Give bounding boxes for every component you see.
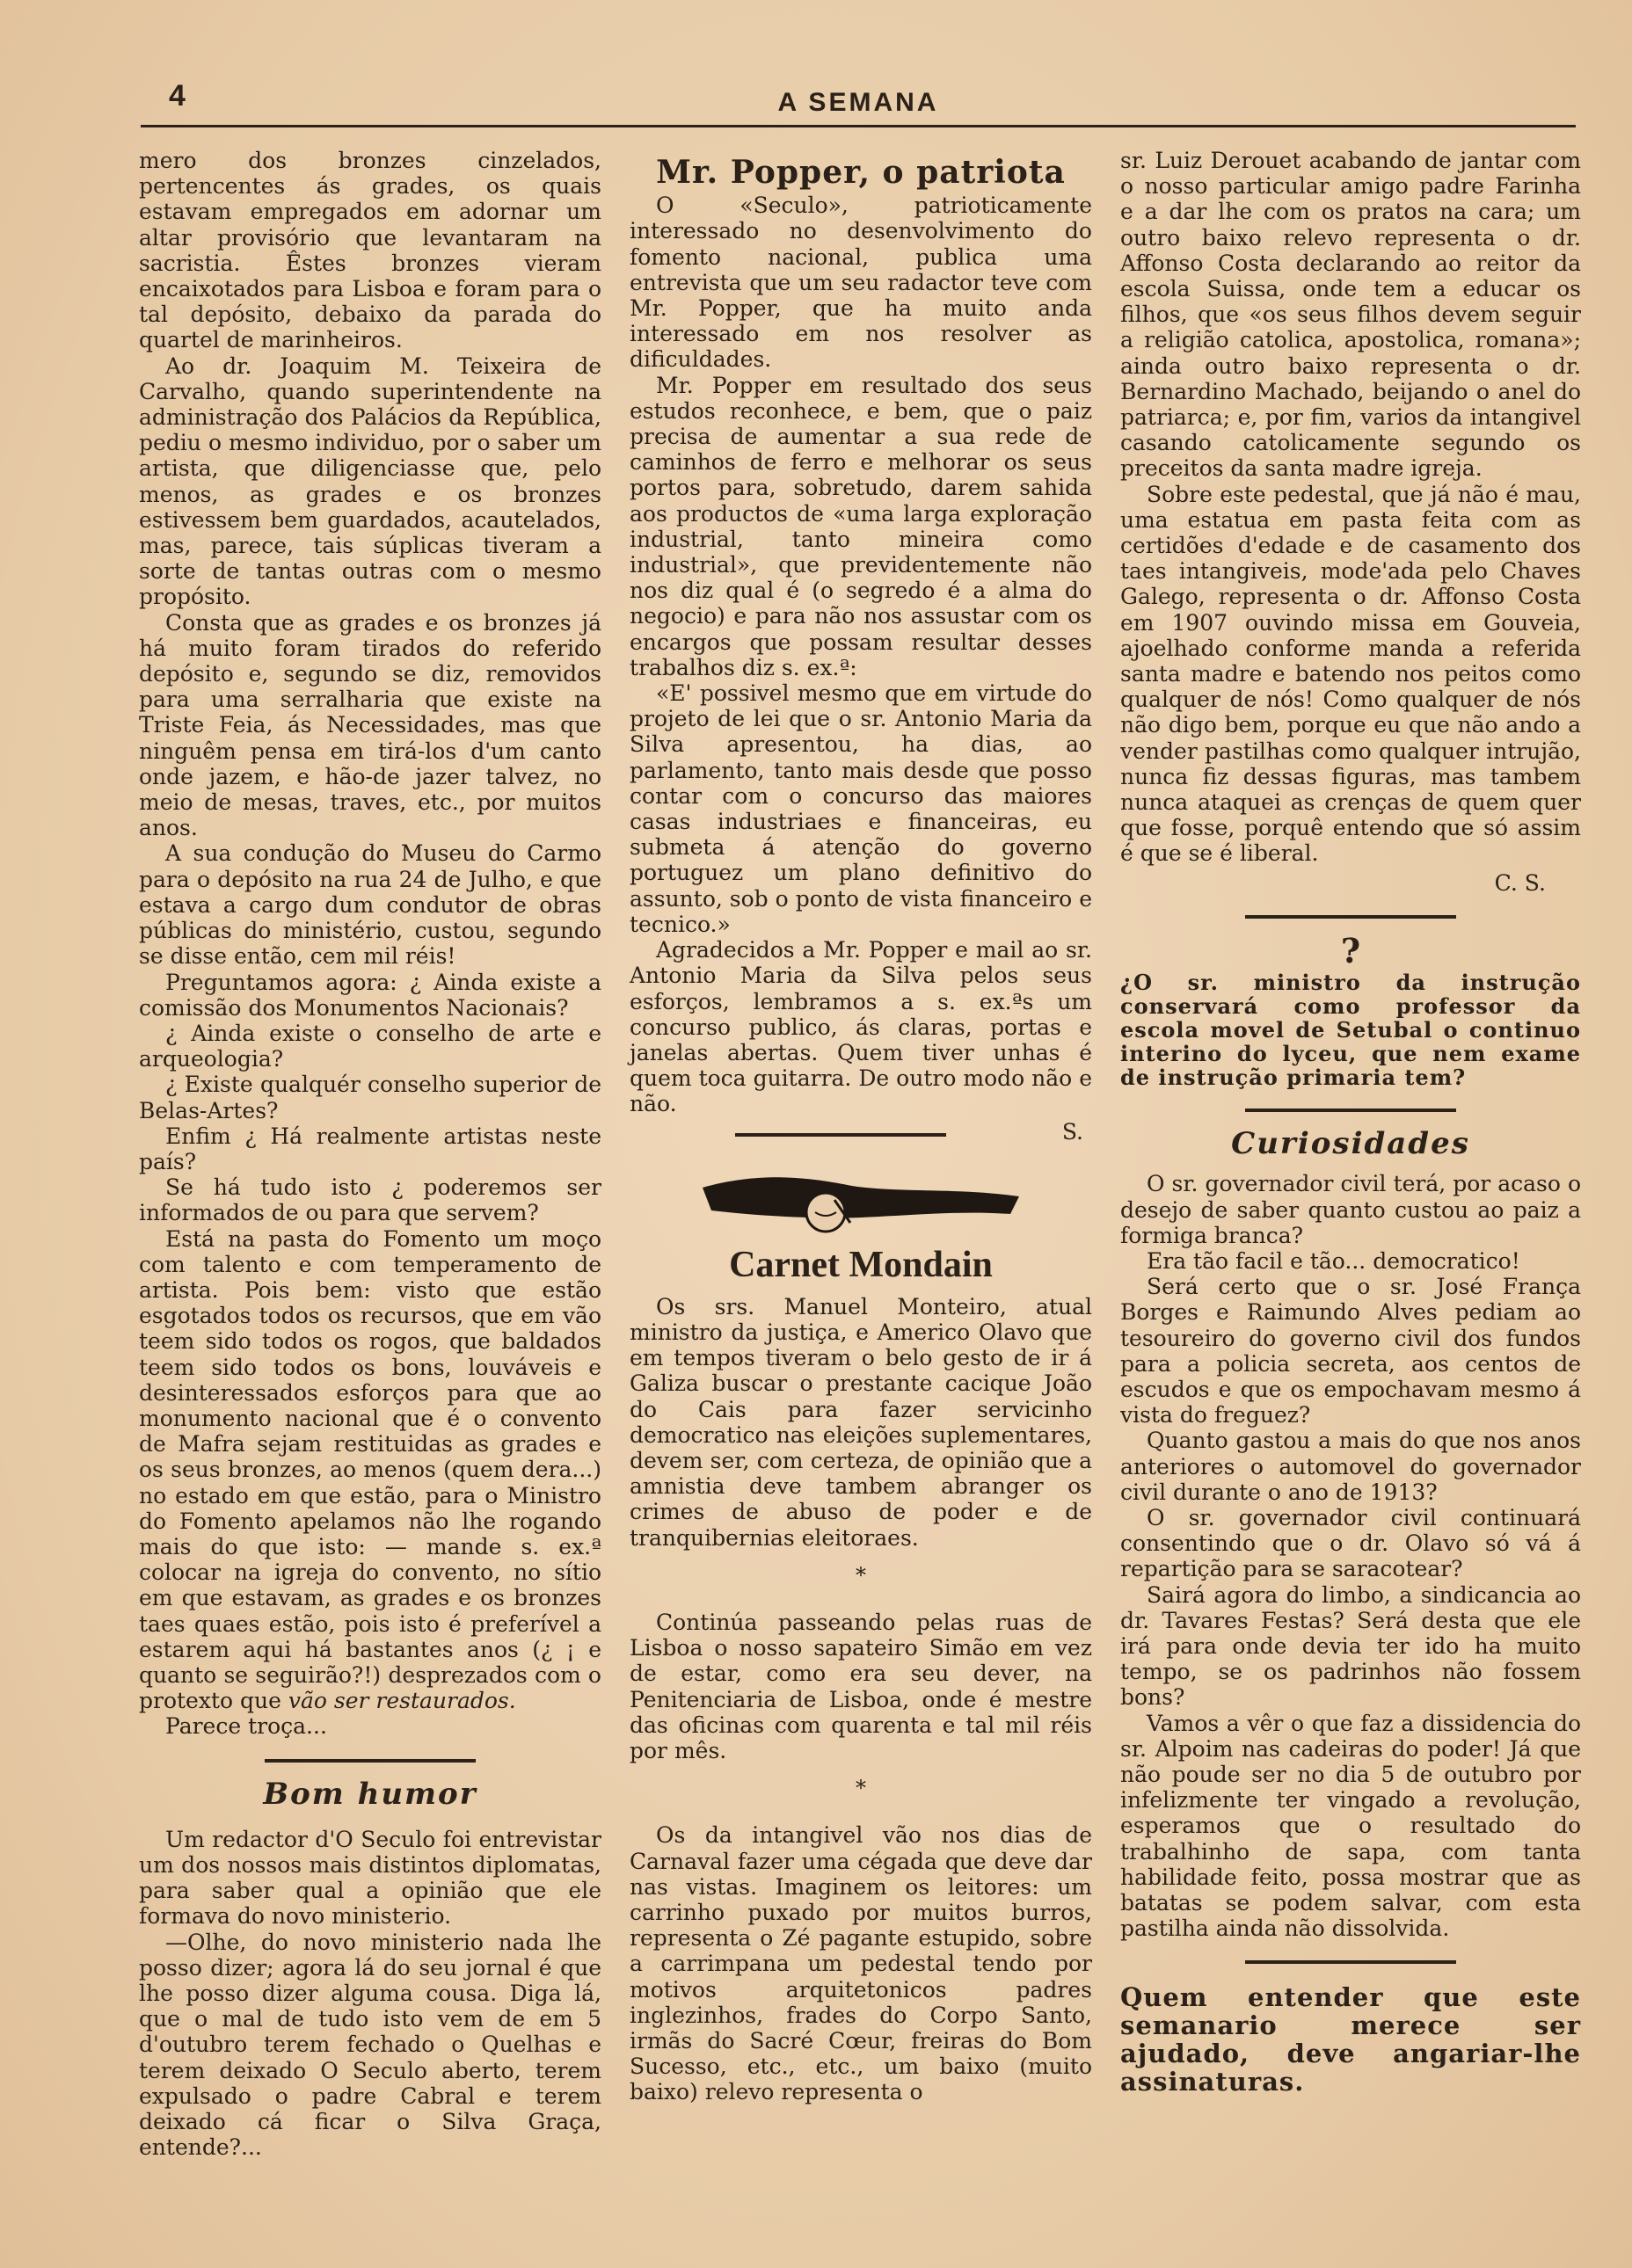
paragraph: Sairá agora do limbo, a sindicancia ao dr. Tavares Festas? Será desta que ele irá para onde devia ter ido ha muito tempo, se os padrinhos não fossem bons? [1120, 1581, 1581, 1711]
paragraph: O sr. governador civil continuará consentindo que o dr. Olavo só vá á repartição para se saracotear? [1120, 1504, 1581, 1582]
paragraph: Era tão facil e tão... democratico! [1147, 1247, 1520, 1274]
page-header [141, 79, 1576, 132]
paragraph: sr. Luiz Derouet acabando de jantar com o nosso particular amigo padre Farinha e a dar lhe com os pratos na cara; um outro baixo relevo representa o dr. Affonso Costa declarando ao reitor da escola Suissa, onde tem a educar os filhos, que «os seus filhos devem seguir a religião catolica, apostolica, romana»; ainda outro baixo representa o dr. Bernardino Machado, beijando o anel do patriarca; e, por fim, varios da intangivel casando catolicamente segundo os preceitos da santa madre igreja. [1120, 148, 1581, 482]
paragraph: Sobre este pedestal, que já não é mau, uma estatua em pasta feita com as certidões d'edade e de casamento dos taes intangiveis, mode'ada pelo Chaves Galego, representa o dr. Affonso Costa em 1907 ouvindo missa em Gouveia, ajoelhado conforme manda a referida santa madre e batendo nos peitos como qualquer de nós! Como qualquer de nós não digo bem, porque eu que não ando a vender pastilhas como qualquer intrujão, nunca fiz dessas figuras, mas tambem nunca ataquei as crenças de quem quer que fosse, porquê entendo que só assim é que se é liberal. [1120, 481, 1581, 867]
paragraph: Agradecidos a Mr. Popper e mail ao sr. Antonio Maria da Silva pelos seus esforços, lembramos a s. ex.ªs um concurso publico, ás claras, portas e janelas abertas. Quem tiver unhas é quem toca guitarra. De outro modo não e não. [630, 937, 1092, 1117]
paragraph: «E' possivel mesmo que em virtude do projeto de lei que o sr. Antonio Maria da Silva apresentou, ha dias, ao parlamento, tanto mais desde que posso contar com o concurso das maiores casas industriaes e financeiras, eu submeta á atenção do governo portuguez um plano definitivo do assunto, sob o ponto de vista financeiro e tecnico.» [630, 680, 1092, 937]
paragraph: A sua condução do Museu do Carmo para o depósito na rua 24 de Julho, e que estava a cargo dum condutor de obras públicas do ministério, custou, segundo se disse então, cem mil réis! [139, 840, 601, 970]
paragraph: Continúa passeando pelas ruas de Lisboa o nosso sapateiro Simão em vez de estar, como era seu dever, na Penitenciaria de Lisboa, onde é mestre das oficinas com quarenta e tal mil réis por mês. [630, 1609, 1092, 1763]
paragraph: ¿ Existe qualquér conselho superior de Belas-Artes? [139, 1072, 601, 1123]
section-title-question: ? [1340, 930, 1361, 970]
section-divider [735, 1133, 946, 1137]
paragraph: Enfim ¿ Há realmente artistas neste país? [139, 1123, 601, 1174]
paragraph-text: Está na pasta do Fomento um moço com talento e com temperamento de artista. Pois bem: visto que estão esgotados todos os recursos, que em vão teem sido todos os rogos, que baldados teem sido todos os bons, louváveis e desinteressados esforços para que ao monumento nacional que é o convento de Mafra sejam restituidas as grades e os seus bronzes, ao menos (quem dera...) no estado em que estão, para o Ministro do Fomento apelamos não lhe rogando mais do que isto: — mande s. ex.ª colocar na igreja do convento, no sítio em que estavam, as grades e os bronzes taes quaes estão, pois isto é preferível a estarem aqui há bastantes anos (¿ ¡ e quanto se seguirão?!) desprezados com o protexto que [139, 1225, 601, 1714]
paragraph: O «Seculo», patrioticamente interessado no desenvolvimento do fomento nacional, publica uma entrevista que um seu radactor teve com Mr. Popper, que ha muito anda interessado em nos resolver as dificuldades. [630, 193, 1092, 373]
paragraph: Os da intangivel vão nos dias de Carnaval fazer uma cégada que deve dar nas vistas. Imaginem os leitores: um carrinho puxado por muitos burros, representa o Zé pagante estupido, sobre a carrimpana um pedestal tendo por motivos arquitetonicos padres inglezinhos, frades do Corpo Santo, irmãs do Sacré Cœur, freiras do Bom Sucesso, etc., etc., um baixo (muito baixo) relevo representa o [630, 1822, 1092, 2105]
paragraph: Ao dr. Joaquim M. Teixeira de Carvalho, quando superintendente na administração dos Palácios da República, pediu o mesmo individuo, por o saber um artista, que diligenciasse que, pelo menos, as grades e os bronzes estivessem bem guardados, acautelados, mas, parece, tais súplicas tiveram a sorte de tantas outras com o mesmo propósito. [139, 353, 601, 610]
closing-appeal: Quem entender que este semanario merece ser ajudado, deve angariar-lhe assinaturas. [1120, 1982, 1581, 2097]
paragraph: Consta que as grades e os bronzes já há muito foram tirados do referido depósito e, segundo se diz, removidos para uma serralharia que existe na Triste Feia, ás Necessidades, mas que ninguêm pensa em tirá-los d'um canto onde jazem, e hão-de jazer talvez, no meio de mesas, traves, etc., por muitos anos. [139, 609, 601, 841]
paragraph: mero dos bronzes cinzelados, pertencentes ás grades, os quais estavam empregados em adornar um altar provisório que levantaram na sacristia. Êstes bronzes vieram encaixotados para Lisboa e foram para o tal depósito, debaixo da parada do quartel de marinheiros. [139, 148, 601, 353]
paragraph: Parece troça... [165, 1713, 327, 1740]
paragraph: Preguntamos agora: ¿ Ainda existe a comissão dos Monumentos Nacionais? [139, 969, 601, 1021]
section-divider [265, 1759, 476, 1763]
column-1 [139, 148, 601, 2160]
paragraph: Um redactor d'O Seculo foi entrevistar um dos nossos mais distintos diplomatas, para saber qual a opinião que ele formava do novo ministerio. [139, 1826, 601, 1930]
section-divider [1245, 1109, 1456, 1112]
section-title-popper: Mr. Popper, o patriota [656, 154, 1066, 191]
page-number: 4 [169, 79, 186, 113]
paragraph: Quanto gastou a mais do que nos anos anteriores o automovel do governador civil durante o ano de 1913? [1120, 1428, 1581, 1505]
question-text: ¿O sr. ministro da instrução conservará como professor da escola movel de Setubal o continuo interino do lyceu, que nem exame de instrução primaria tem? [1120, 970, 1581, 1091]
signature: C. S. [1494, 869, 1546, 896]
column-3 [1120, 148, 1581, 2096]
masthead: A SEMANA [777, 88, 939, 117]
section-divider [1245, 1960, 1456, 1964]
paragraph [139, 1226, 601, 1714]
paragraph: O sr. governador civil terá, por acaso o desejo de saber quanto custou ao paiz a formiga branca? [1120, 1171, 1581, 1248]
section-title-curiosidades: Curiosidades [1231, 1126, 1470, 1162]
section-title-bom-humor: Bom humor [263, 1776, 477, 1812]
signature: S. [1061, 1118, 1083, 1145]
italic-phrase: vão ser restaurados. [288, 1688, 516, 1714]
section-star: * [856, 1776, 866, 1801]
paragraph: Os srs. Manuel Monteiro, atual ministro da justiça, e Americo Olavo que em tempos tiveram o belo gesto de ir á Galiza buscar o prestante cacique João do Cais para fazer servicinho democratico nas eleições suplementares, devem ser, com certeza, de opinião que a amnistia deve tambem abranger os crimes de abuso de poder e de tranquibernias eleitoraes. [630, 1293, 1092, 1551]
section-title-carnet-mondain: Carnet Mondain [729, 1244, 993, 1285]
paragraph: Vamos a vêr o que faz a dissidencia do sr. Alpoim nas cadeiras do poder! Já que não poude ser no dia 5 de outubro por infelizmente ter vingado a revolução, esperamos que o resultado do trabalhinho de sapa, com tanta habilidade feito, possa mostrar que as batatas se podem salvar, com esta pastilha ainda não dissolvida. [1120, 1710, 1581, 1942]
section-divider [1245, 915, 1456, 919]
paragraph: —Olhe, do novo ministerio nada lhe posso dizer; agora lá do seu jornal é que lhe posso dizer alguma cousa. Diga lá, que o mal de tudo isto vem de em 5 d'outubro terem fechado o Quelhas e terem deixado O Seculo aberto, terem expulsado o padre Cabral e terem deixado cá ficar o Silva Graça, entende?... [139, 1929, 601, 2161]
paragraph: Será certo que o sr. José França Borges e Raimundo Alves pediam ao tesoureiro do governo civil dos fundos para a policia secreta, aos centos de escudos e que os empochavam mesmo á vista do freguez? [1120, 1274, 1581, 1428]
column-2 [630, 148, 1092, 2105]
section-star: * [856, 1562, 866, 1588]
ornament-illustration [694, 1161, 1028, 1240]
header-rule [141, 125, 1576, 127]
paragraph: Se há tudo isto ¿ poderemos ser informados de ou para que servem? [139, 1174, 601, 1226]
paragraph: ¿ Ainda existe o conselho de arte e arqueologia? [139, 1020, 601, 1072]
paragraph: Mr. Popper em resultado dos seus estudos reconhece, e bem, que o paiz precisa de aumentar a sua rede de caminhos de ferro e melhorar os seus portos para, sobretudo, darem sahida aos productos de «uma larga exploração industrial, tanto mineira como industrial», que previdentemente não nos diz qual é (o segredo é a alma do negocio) e para não nos assustar com os encargos que possam resultar desses trabalhos diz s. ex.ª: [630, 372, 1092, 680]
